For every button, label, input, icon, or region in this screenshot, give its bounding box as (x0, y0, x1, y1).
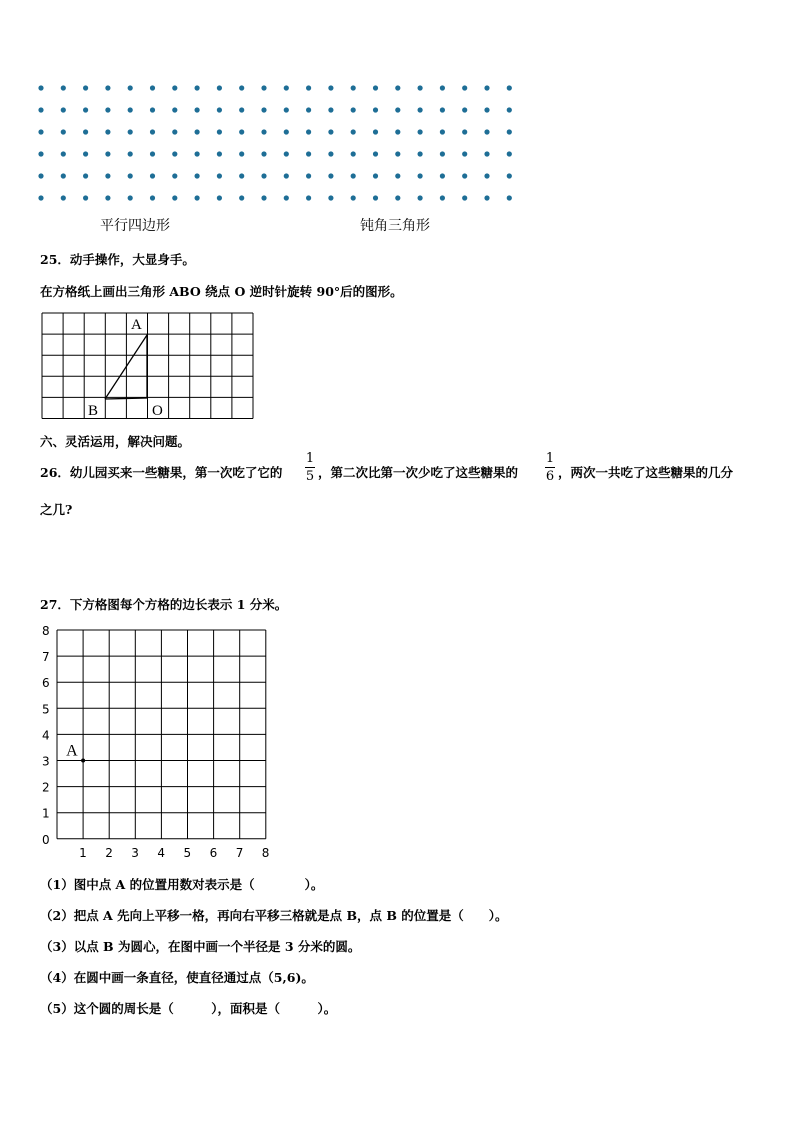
grid-dot (61, 151, 66, 156)
grid-dot (172, 195, 177, 200)
grid-dot (261, 151, 266, 156)
grid-dot (195, 129, 200, 134)
grid-dot (261, 195, 266, 200)
grid-dot (217, 129, 222, 134)
y-tick-label: 1 (42, 806, 50, 821)
q25-title: 25．动手操作，大显身手。 (40, 252, 195, 267)
grid-dot (105, 151, 110, 156)
q27-sub3: （3）以点 B 为圆心，在图中画一个半径是 3 分米的圆。 (40, 939, 361, 954)
grid-dot (217, 107, 222, 112)
fraction-one-sixth (545, 451, 555, 484)
grid-dot (61, 195, 66, 200)
dot-grid (0, 0, 794, 220)
grid-dot (128, 151, 133, 156)
grid-dot (351, 173, 356, 178)
grid-dot (328, 151, 333, 156)
y-tick-label: 8 (42, 624, 50, 638)
grid-dot (150, 107, 155, 112)
y-tick-label: 7 (42, 650, 50, 665)
grid-dot (172, 173, 177, 178)
grid-dot (440, 129, 445, 134)
grid-dot (418, 173, 423, 178)
grid-dot (128, 195, 133, 200)
grid-dot (284, 85, 289, 90)
grid-dot (150, 195, 155, 200)
grid-dot (328, 107, 333, 112)
grid-dot (38, 129, 43, 134)
grid-dot (217, 85, 222, 90)
grid-dot (507, 151, 512, 156)
grid-dot (351, 129, 356, 134)
grid-dot (105, 173, 110, 178)
grid-dot (462, 195, 467, 200)
grid-dot (172, 107, 177, 112)
grid-dot (462, 129, 467, 134)
grid-dot (484, 173, 489, 178)
caption-parallelogram: 平行四边形 (100, 218, 170, 234)
grid-dot (195, 107, 200, 112)
y-tick-label: 3 (42, 754, 50, 769)
grid-dot (38, 173, 43, 178)
grid-dot (284, 173, 289, 178)
grid-dot (351, 195, 356, 200)
point-o-label: O (152, 403, 163, 419)
x-tick-label: 7 (235, 845, 244, 860)
grid-dot (61, 129, 66, 134)
grid-dot (306, 173, 311, 178)
grid-dot (83, 85, 88, 90)
y-tick-label: 2 (42, 780, 50, 795)
grid-dot (328, 129, 333, 134)
grid-dot (373, 195, 378, 200)
x-tick-label: 4 (157, 845, 166, 860)
grid-dot (507, 107, 512, 112)
grid-dot (395, 107, 400, 112)
grid-dot (217, 195, 222, 200)
grid-dot (239, 85, 244, 90)
grid-dot (306, 195, 311, 200)
grid-dot (351, 107, 356, 112)
grid-dot (284, 107, 289, 112)
grid-dot (418, 85, 423, 90)
grid-dot (418, 107, 423, 112)
grid-dot (217, 173, 222, 178)
x-tick-label: 3 (131, 845, 139, 860)
grid-dot (195, 151, 200, 156)
grid-dot (351, 151, 356, 156)
grid-dot (328, 85, 333, 90)
q26-part3: ，两次一共吃了这些糖果的几分 (558, 465, 734, 480)
grid-dot (395, 85, 400, 90)
fraction-numerator: 1 (545, 451, 555, 466)
grid-dot (440, 173, 445, 178)
x-tick-label: 5 (183, 845, 192, 860)
grid-dot (128, 85, 133, 90)
grid-dot (195, 195, 200, 200)
grid-dot (61, 173, 66, 178)
grid-dot (239, 195, 244, 200)
grid-dot (418, 129, 423, 134)
grid-dot (440, 85, 445, 90)
grid-dot (484, 151, 489, 156)
grid-dot (328, 173, 333, 178)
grid-dot (172, 85, 177, 90)
grid-dot (418, 151, 423, 156)
grid-dot (284, 151, 289, 156)
grid-dot (261, 129, 266, 134)
grid-dot (128, 173, 133, 178)
grid-dot (306, 107, 311, 112)
grid-dot (440, 151, 445, 156)
x-tick-label: 1 (79, 845, 87, 860)
point-a-marker (81, 759, 85, 763)
grid-dot (440, 195, 445, 200)
grid-dot (373, 107, 378, 112)
x-tick-label: 2 (105, 845, 113, 860)
grid-dot (395, 151, 400, 156)
fraction-denominator: 5 (305, 469, 315, 484)
y-tick-label: 5 (42, 702, 50, 717)
grid-dot (61, 85, 66, 90)
fraction-numerator: 1 (305, 451, 315, 466)
grid-dot (395, 129, 400, 134)
fraction-one-fifth (305, 451, 315, 484)
grid-dot (172, 129, 177, 134)
grid-dot (217, 151, 222, 156)
grid-dot (261, 173, 266, 178)
q26-part1: 26．幼儿园买来一些糖果，第一次吃了它的 (40, 465, 283, 480)
grid-dot (507, 173, 512, 178)
grid-dot (172, 151, 177, 156)
x-tick-label: 6 (209, 845, 218, 860)
section-heading: 六、灵活运用，解决问题。 (40, 434, 191, 449)
x-tick-label: 8 (261, 845, 270, 860)
y-tick-label: 6 (42, 676, 50, 691)
grid-dot (462, 85, 467, 90)
grid-dot (83, 151, 88, 156)
grid-dot (306, 151, 311, 156)
grid-dot (150, 85, 155, 90)
grid-dot (38, 151, 43, 156)
grid-dot (373, 173, 378, 178)
grid-dot (83, 107, 88, 112)
grid-dot (150, 173, 155, 178)
grid-dot (128, 107, 133, 112)
grid-dot (507, 129, 512, 134)
caption-obtuse-triangle: 钝角三角形 (360, 218, 430, 234)
grid-dot (38, 195, 43, 200)
grid-dot (395, 195, 400, 200)
grid-dot (484, 129, 489, 134)
q25-instruction: 在方格纸上画出三角形 ABO 绕点 O 逆时针旋转 90°后的图形。 (40, 284, 403, 299)
grid-dot (418, 195, 423, 200)
q26-part2: ，第二次比第一次少吃了这些糖果的 (318, 465, 519, 480)
grid-dot (128, 129, 133, 134)
grid-dot (284, 195, 289, 200)
grid-dot (373, 129, 378, 134)
grid-dot (239, 173, 244, 178)
grid-dot (284, 129, 289, 134)
grid-dot (484, 107, 489, 112)
grid-dot (195, 85, 200, 90)
grid-dot (261, 107, 266, 112)
point-b-label: B (88, 403, 99, 419)
grid-dot (306, 129, 311, 134)
grid-dot (105, 85, 110, 90)
grid-dot (306, 85, 311, 90)
grid-dot (373, 151, 378, 156)
q27-sub5: （5）这个圆的周长是（ ），面积是（ ）。 (40, 1001, 337, 1016)
grid-dot (105, 129, 110, 134)
grid-dot (462, 173, 467, 178)
grid-dot (351, 85, 356, 90)
grid-dot (507, 195, 512, 200)
grid-dot (507, 85, 512, 90)
grid-dot (38, 85, 43, 90)
grid-dot (440, 107, 445, 112)
grid-dot (484, 195, 489, 200)
point-a-label: A (131, 317, 142, 333)
q27-title: 27．下方格图每个方格的边长表示 1 分米。 (40, 597, 288, 612)
q27-sub2: （2）把点 A 先向上平移一格，再向右平移三格就是点 B，点 B 的位置是（ ）。 (40, 908, 508, 923)
grid-dot (83, 173, 88, 178)
grid-dot (150, 151, 155, 156)
grid-dot (373, 85, 378, 90)
grid-dot (105, 107, 110, 112)
grid-dot (484, 85, 489, 90)
grid-dot (38, 107, 43, 112)
grid-dot (61, 107, 66, 112)
grid-dot (239, 151, 244, 156)
fraction-denominator: 6 (545, 469, 555, 484)
point-a-label: A (66, 742, 78, 760)
grid-dot (83, 129, 88, 134)
grid-dot (195, 173, 200, 178)
triangle-abo (105, 335, 147, 399)
grid-dot (239, 129, 244, 134)
grid-dot (395, 173, 400, 178)
grid-dot (328, 195, 333, 200)
grid-dot (239, 107, 244, 112)
grid-dot (150, 129, 155, 134)
y-tick-label: 0 (42, 832, 50, 847)
grid-dot (83, 195, 88, 200)
grid-dot (462, 151, 467, 156)
q27-sub1: （1）图中点 A 的位置用数对表示是（ ）。 (40, 877, 324, 892)
y-tick-label: 4 (42, 728, 50, 743)
q27-sub4: （4）在圆中画一条直径，使直径通过点（5,6)。 (40, 970, 314, 985)
q26-line2: 之几? (40, 502, 73, 517)
grid-dot (105, 195, 110, 200)
grid-dot (462, 107, 467, 112)
grid-dot (261, 85, 266, 90)
